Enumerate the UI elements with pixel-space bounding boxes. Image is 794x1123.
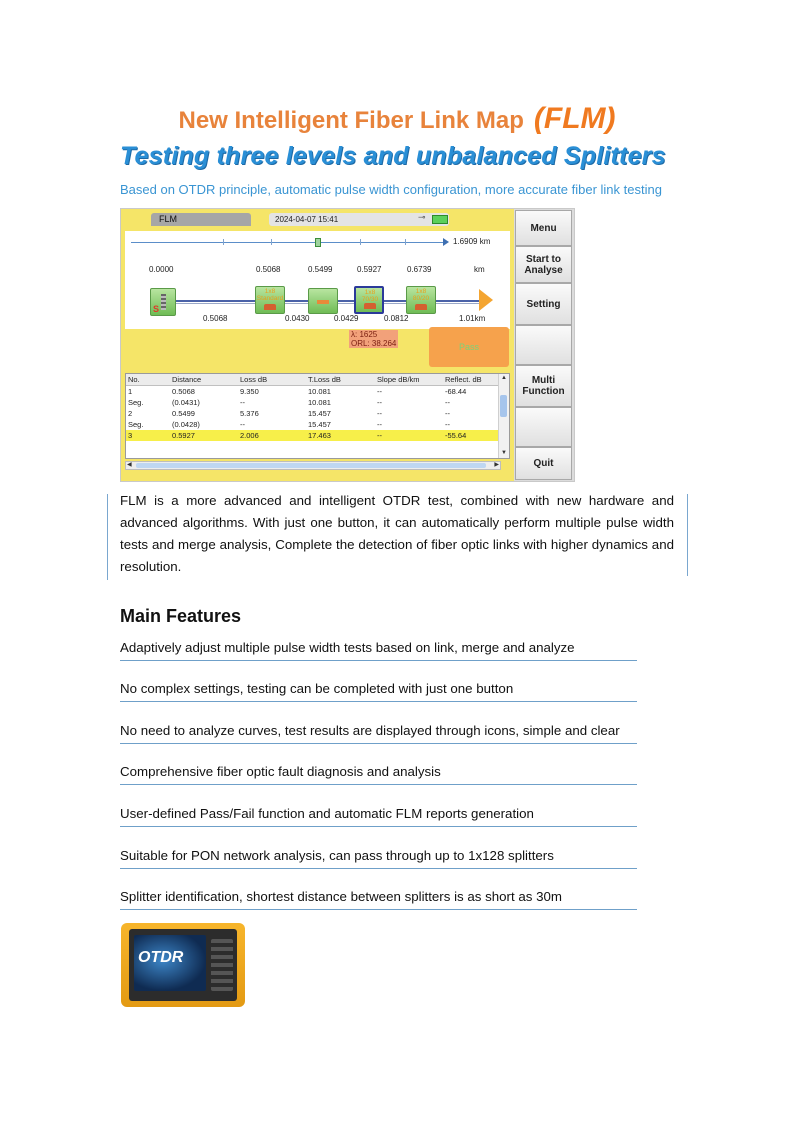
feature-item: Adaptively adjust multiple pulse width tests based on link, merge and analyze — [120, 640, 637, 661]
table-cell: 10.081 — [308, 387, 331, 396]
table-cell: -55.64 — [445, 431, 467, 440]
table-cell: 5.376 — [240, 409, 259, 418]
link-map — [125, 231, 510, 329]
table-cell: -- — [377, 398, 382, 407]
column-header[interactable]: Distance — [172, 375, 202, 384]
splitter-node-1[interactable] — [255, 286, 285, 314]
table-cell: -- — [445, 398, 450, 407]
splitter-type: 70/30 — [361, 296, 379, 303]
ruler-arrow-icon — [443, 238, 449, 246]
scroll-down-icon[interactable]: ▼ — [501, 450, 507, 456]
table-cell: 15.457 — [308, 409, 331, 418]
column-header[interactable]: No. — [128, 375, 140, 384]
softkey-sidebar — [514, 209, 574, 481]
start-analyse-button[interactable]: Start to Analyse — [515, 246, 572, 283]
table-cell: (0.0428) — [172, 420, 200, 429]
table-cell: -- — [377, 420, 382, 429]
table-row[interactable] — [126, 397, 500, 408]
distance-label: 0.5927 — [357, 265, 382, 274]
table-row[interactable] — [126, 419, 500, 430]
ruler-tick — [405, 239, 406, 245]
splitter-ratio: 1x8 — [415, 288, 427, 295]
segment-length: 1.01km — [459, 314, 486, 323]
table-cell: 17.463 — [308, 431, 331, 440]
distance-label: 0.5068 — [256, 265, 281, 274]
start-label: S — [153, 304, 160, 314]
column-header[interactable]: Slope dB/km — [377, 375, 420, 384]
feature-item: User-defined Pass/Fail function and automatic FLM reports generation — [120, 806, 637, 827]
tab-flm[interactable]: FLM — [151, 213, 251, 226]
ruler-tick — [223, 239, 224, 245]
table-cell: -- — [377, 409, 382, 418]
feature-item: Suitable for PON network analysis, can pass through up to 1x128 splitters — [120, 848, 637, 869]
table-cell: -- — [377, 431, 382, 440]
table-cell: Seg. — [128, 420, 144, 429]
start-node[interactable] — [150, 288, 176, 316]
flm-display — [121, 209, 514, 481]
table-cell: 1 — [128, 387, 133, 396]
column-header[interactable]: Reflect. dB — [445, 375, 482, 384]
table-cell: -- — [240, 398, 245, 407]
event-table — [125, 373, 510, 459]
column-header[interactable]: Loss dB — [240, 375, 268, 384]
table-cell: 2 — [128, 409, 133, 418]
title-flm: (FLM) — [533, 102, 616, 135]
wavelength-value: λ: 1625 — [351, 330, 378, 339]
table-cell: 10.081 — [308, 398, 331, 407]
splitter-caption — [407, 288, 435, 302]
table-row[interactable] — [126, 386, 500, 397]
segment-length: 0.5068 — [203, 314, 228, 323]
splitter-type: Standard — [256, 295, 284, 302]
battery-icon — [432, 215, 448, 224]
splitter-icon — [415, 304, 427, 310]
lead-text: Based on OTDR principle, automatic pulse width configuration, more accurate fiber link testing — [120, 182, 662, 197]
table-vertical-scrollbar[interactable] — [498, 374, 509, 458]
feature-item: Comprehensive fiber optic fault diagnosis and analysis — [120, 764, 637, 785]
table-cell: -68.44 — [445, 387, 467, 396]
table-horizontal-scrollbar[interactable] — [125, 461, 501, 470]
splitter-caption — [256, 288, 284, 302]
splitter-icon — [364, 303, 376, 309]
blank-softkey[interactable] — [515, 325, 572, 365]
distance-label: 0.5499 — [308, 265, 333, 274]
splitter-caption — [356, 289, 384, 303]
table-cell: -- — [240, 420, 245, 429]
distance-ruler — [131, 242, 446, 243]
table-cell: 2.006 — [240, 431, 259, 440]
table-cell: -- — [377, 387, 382, 396]
intro-paragraph: FLM is a more advanced and intelligent OTDR test, combined with new hardware and advanced algorithms. With just one button, it can automatically perform multiple pulse width tests and merge analysis, Complete the detection of fiber optic links with higher dynamics and resolution. — [120, 493, 674, 574]
splitter-node-2[interactable] — [354, 286, 384, 314]
segment-length: 0.0812 — [384, 314, 409, 323]
distance-label: 0.6739 — [407, 265, 432, 274]
connector-node[interactable] — [308, 288, 338, 314]
plug-icon: ⊸ — [418, 212, 426, 222]
ruler-tick — [271, 239, 272, 245]
scroll-right-icon[interactable]: ▶ — [494, 462, 499, 468]
device-screenshot — [120, 208, 575, 482]
scroll-up-icon[interactable]: ▲ — [501, 375, 507, 381]
table-cell: -- — [445, 409, 450, 418]
table-cell: 0.5499 — [172, 409, 195, 418]
ruler-length: 1.6909 km — [453, 237, 491, 246]
splitter-type: 80/20 — [412, 295, 430, 302]
scroll-thumb[interactable] — [136, 463, 486, 468]
scroll-left-icon[interactable]: ◀ — [127, 462, 132, 468]
ruler-cursor[interactable] — [315, 238, 321, 247]
connector-icon — [317, 300, 329, 304]
page-subtitle: Testing three levels and unbalanced Splitters — [120, 142, 666, 170]
title-main: New Intelligent Fiber Link Map — [178, 107, 524, 134]
column-header[interactable]: T.Loss dB — [308, 375, 341, 384]
splitter-ratio: 1x8 — [264, 288, 276, 295]
distance-label: 0.0000 — [149, 265, 174, 274]
ruler-tick — [360, 239, 361, 245]
features-heading: Main Features — [120, 606, 242, 626]
fiber-end-arrow-icon — [479, 289, 493, 311]
table-cell: 9.350 — [240, 387, 259, 396]
pass-status-badge: Pass — [429, 327, 509, 367]
distance-unit: km — [474, 265, 485, 274]
scroll-thumb[interactable] — [500, 395, 507, 417]
quote-bar-right — [687, 494, 688, 576]
segment-length: 0.0429 — [334, 314, 359, 323]
table-row[interactable] — [126, 408, 500, 419]
connector-icon — [161, 294, 166, 310]
table-cell: (0.0431) — [172, 398, 200, 407]
result-readout — [349, 330, 398, 348]
table-cell: Seg. — [128, 398, 144, 407]
quit-button[interactable]: Quit — [515, 447, 572, 480]
splitter-node-3[interactable] — [406, 286, 436, 314]
splitter-icon — [264, 304, 276, 310]
page-title — [0, 102, 794, 136]
table-row-selected[interactable] — [126, 430, 500, 441]
quote-bar-left — [107, 494, 108, 580]
device-keypad — [211, 939, 233, 991]
feature-item: No need to analyze curves, test results are displayed through icons, simple and clear — [120, 723, 637, 744]
table-header-row — [126, 374, 500, 386]
blank-softkey[interactable] — [515, 407, 572, 447]
feature-item: No complex settings, testing can be completed with just one button — [120, 681, 637, 702]
table-cell: 15.457 — [308, 420, 331, 429]
feature-item: Splitter identification, shortest distance between splitters is as short as 30m — [120, 889, 637, 910]
splitter-ratio: 1x8 — [364, 289, 376, 296]
otdr-device-image — [121, 923, 245, 1007]
multi-function-button[interactable]: Multi Function — [515, 365, 572, 407]
device-logo: OTDR — [138, 949, 184, 966]
table-cell: -- — [445, 420, 450, 429]
datetime-display: 2024-04-07 15:41 — [269, 213, 449, 226]
orl-value: ORL: 38.264 — [351, 339, 397, 348]
table-cell: 0.5068 — [172, 387, 195, 396]
setting-button[interactable]: Setting — [515, 283, 572, 325]
menu-button[interactable]: Menu — [515, 210, 572, 246]
segment-length: 0.0430 — [285, 314, 310, 323]
table-cell: 3 — [128, 431, 133, 440]
table-cell: 0.5927 — [172, 431, 195, 440]
